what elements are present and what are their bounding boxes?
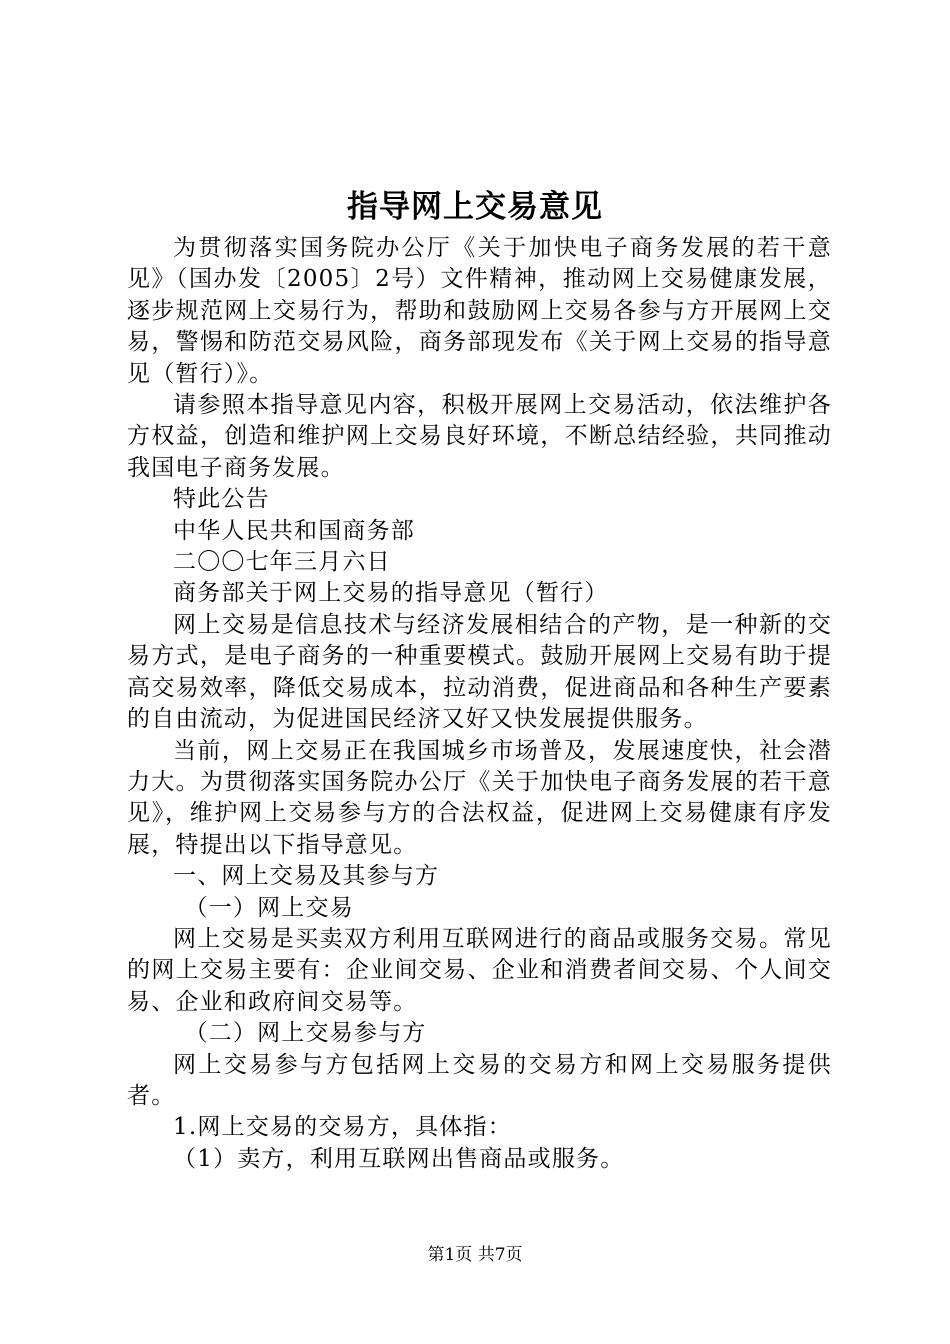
list-item-1-1: （1）卖方，利用互联网出售商品或服务。 (173, 1145, 625, 1172)
document-body (127, 233, 832, 1175)
subsection-heading-1: （一）网上交易 (184, 894, 354, 921)
list-item-1: 1.网上交易的交易方，具体指： (173, 1114, 512, 1141)
paragraph-definition: 网上交易是买卖双方利用互联网进行的商品或服务交易。常见的网上交易主要有：企业间交易、企业和消费者间交易、个人间交易、企业和政府间交易等。 (127, 925, 832, 1015)
paragraph-announcement: 特此公告 (173, 486, 270, 513)
paragraph-issuer: 中华人民共和国商务部 (173, 517, 415, 544)
section-heading-1: 一、网上交易及其参与方 (173, 863, 440, 890)
paragraph-background: 网上交易是信息技术与经济发展相结合的产物，是一种新的交易方式，是电子商务的一种重要模式。鼓励开展网上交易有助于提高交易效率，降低交易成本，拉动消费，促进商品和各种生产要素的自由流动，为促进国民经济又好又快发展提供服务。 (127, 611, 832, 733)
subsection-heading-2: （二）网上交易参与方 (184, 1020, 427, 1047)
paragraph-subtitle: 商务部关于网上交易的指导意见（暂行） (173, 580, 609, 607)
page-number: 第1页 共7页 (427, 1245, 523, 1265)
paragraph-request: 请参照本指导意见内容，积极开展网上交易活动，依法维护各方权益，创造和维护网上交易良好环境，不断总结经验，共同推动我国电子商务发展。 (127, 392, 832, 481)
document-title: 指导网上交易意见 (347, 189, 603, 225)
paragraph-current-status: 当前，网上交易正在我国城乡市场普及，发展速度快，社会潜力大。为贯彻落实国务院办公厅《关于加快电子商务发展的若干意见》，维护网上交易参与方的合法权益，促进网上交易健康有序发展，特提出以下指导意见。 (127, 737, 832, 858)
paragraph-date: 二〇〇七年三月六日 (173, 549, 391, 576)
paragraph-intro: 为贯彻落实国务院办公厅《关于加快电子商务发展的若干意见》（国办发〔2005〕2号）文件精神，推动网上交易健康发展，逐步规范网上交易行为，帮助和鼓励网上交易各参与方开展网上交易，警惕和防范交易风险，商务部现发布《关于网上交易的指导意见（暂行）》。 (127, 235, 832, 387)
paragraph-participants: 网上交易参与方包括网上交易的交易方和网上交易服务提供者。 (127, 1051, 832, 1109)
